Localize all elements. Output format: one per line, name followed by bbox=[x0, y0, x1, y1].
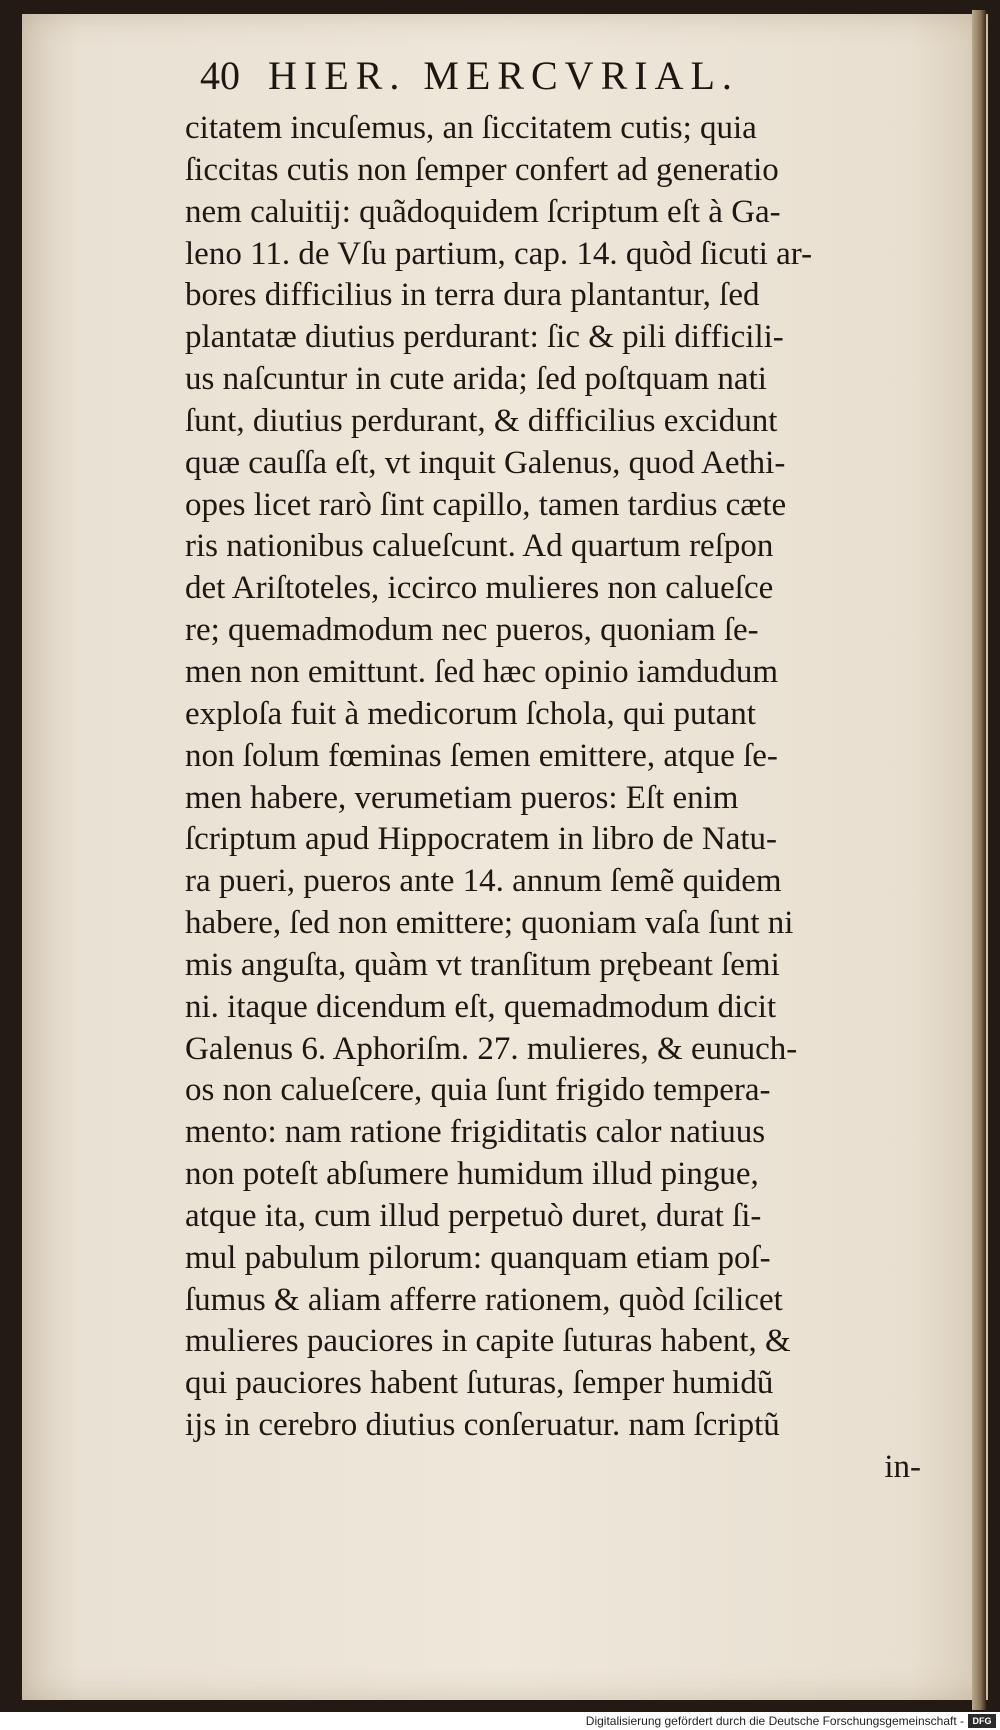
text-line: qui pauciores habent ſuturas, ſemper humidũ bbox=[185, 1365, 774, 1402]
text-line: us naſcuntur in cute arida; ſed poſtquam nati bbox=[185, 361, 767, 398]
text-line: atque ita, cum illud perpetuò duret, durat ſi- bbox=[185, 1197, 762, 1234]
text-line: os non calueſcere, quia ſunt frigido tempera- bbox=[185, 1072, 771, 1109]
text-line: re; quemadmodum nec pueros, quoniam ſe- bbox=[185, 612, 759, 649]
running-title: HIER. MERCVRIAL. bbox=[268, 53, 739, 98]
text-line: ſunt, diutius perdurant, & difficilius excidunt bbox=[185, 402, 778, 439]
funding-notice: Digitalisierung gefördert durch die Deutsche Forschungsgemeinschaft - bbox=[585, 1714, 964, 1728]
text-line: nem caluitij: quãdoquidem ſcriptum eſt à Ga- bbox=[185, 193, 781, 230]
text-line: quæ cauſſa eſt, vt inquit Galenus, quod Aethi- bbox=[185, 444, 786, 481]
dfg-logo: DFG bbox=[968, 1714, 996, 1728]
text-line: habere, ſed non emittere; quoniam vaſa ſunt ni bbox=[185, 905, 794, 942]
text-line: mul pabulum pilorum: quanquam etiam poſ- bbox=[185, 1239, 771, 1276]
text-line: plantatæ diutius perdurant: ſic & pili difficili- bbox=[185, 319, 784, 356]
text-line: ſiccitas cutis non ſemper confert ad generatio bbox=[185, 151, 779, 188]
text-line: exploſa fuit à medicorum ſchola, qui putant bbox=[185, 695, 756, 732]
text-line: ſumus & aliam afferre rationem, quòd ſcilicet bbox=[185, 1281, 783, 1318]
page-number: 40 bbox=[200, 53, 240, 98]
body-text bbox=[185, 108, 945, 1489]
text-line: ris nationibus calueſcunt. Ad quartum reſpon bbox=[185, 528, 774, 565]
running-head bbox=[200, 52, 880, 102]
page-edge bbox=[972, 10, 986, 1710]
text-line: men habere, verumetiam pueros: Eſt enim bbox=[185, 779, 739, 816]
text-line: bores difficilius in terra dura plantantur, ſed bbox=[185, 277, 760, 314]
catchword: in- bbox=[884, 1449, 921, 1485]
footer-bar bbox=[0, 1712, 1000, 1730]
text-line: non ſolum fœminas ſemen emittere, atque ſe- bbox=[185, 737, 778, 774]
text-line: mis anguſta, quàm vt tranſitum prębeant ſemi bbox=[185, 946, 780, 983]
text-line: men non emittunt. ſed hæc opinio iamdudum bbox=[185, 653, 779, 690]
text-line: leno 11. de Vſu partium, cap. 14. quòd ſicuti ar- bbox=[185, 235, 813, 272]
text-line: opes licet rarò ſint capillo, tamen tardius cæte bbox=[185, 486, 787, 523]
text-line: ijs in cerebro diutius conſeruatur. nam ſcriptũ bbox=[185, 1407, 780, 1444]
text-line: Galenus 6. Aphoriſm. 27. mulieres, & eunuch- bbox=[185, 1030, 798, 1067]
text-line: mento: nam ratione frigiditatis calor natiuus bbox=[185, 1114, 766, 1151]
text-line: ſcriptum apud Hippocratem in libro de Natu- bbox=[185, 821, 778, 858]
text-line: mulieres pauciores in capite ſuturas habent, & bbox=[185, 1323, 791, 1360]
text-line: ni. itaque dicendum eſt, quemadmodum dicit bbox=[185, 988, 777, 1025]
text-line: ra pueri, pueros ante 14. annum ſemẽ quidem bbox=[185, 863, 782, 900]
text-line: non poteſt abſumere humidum illud pingue, bbox=[185, 1156, 759, 1193]
text-line: citatem incuſemus, an ſiccitatem cutis; quia bbox=[185, 110, 757, 146]
text-line: det Ariſtoteles, iccirco mulieres non calueſce bbox=[185, 570, 774, 607]
